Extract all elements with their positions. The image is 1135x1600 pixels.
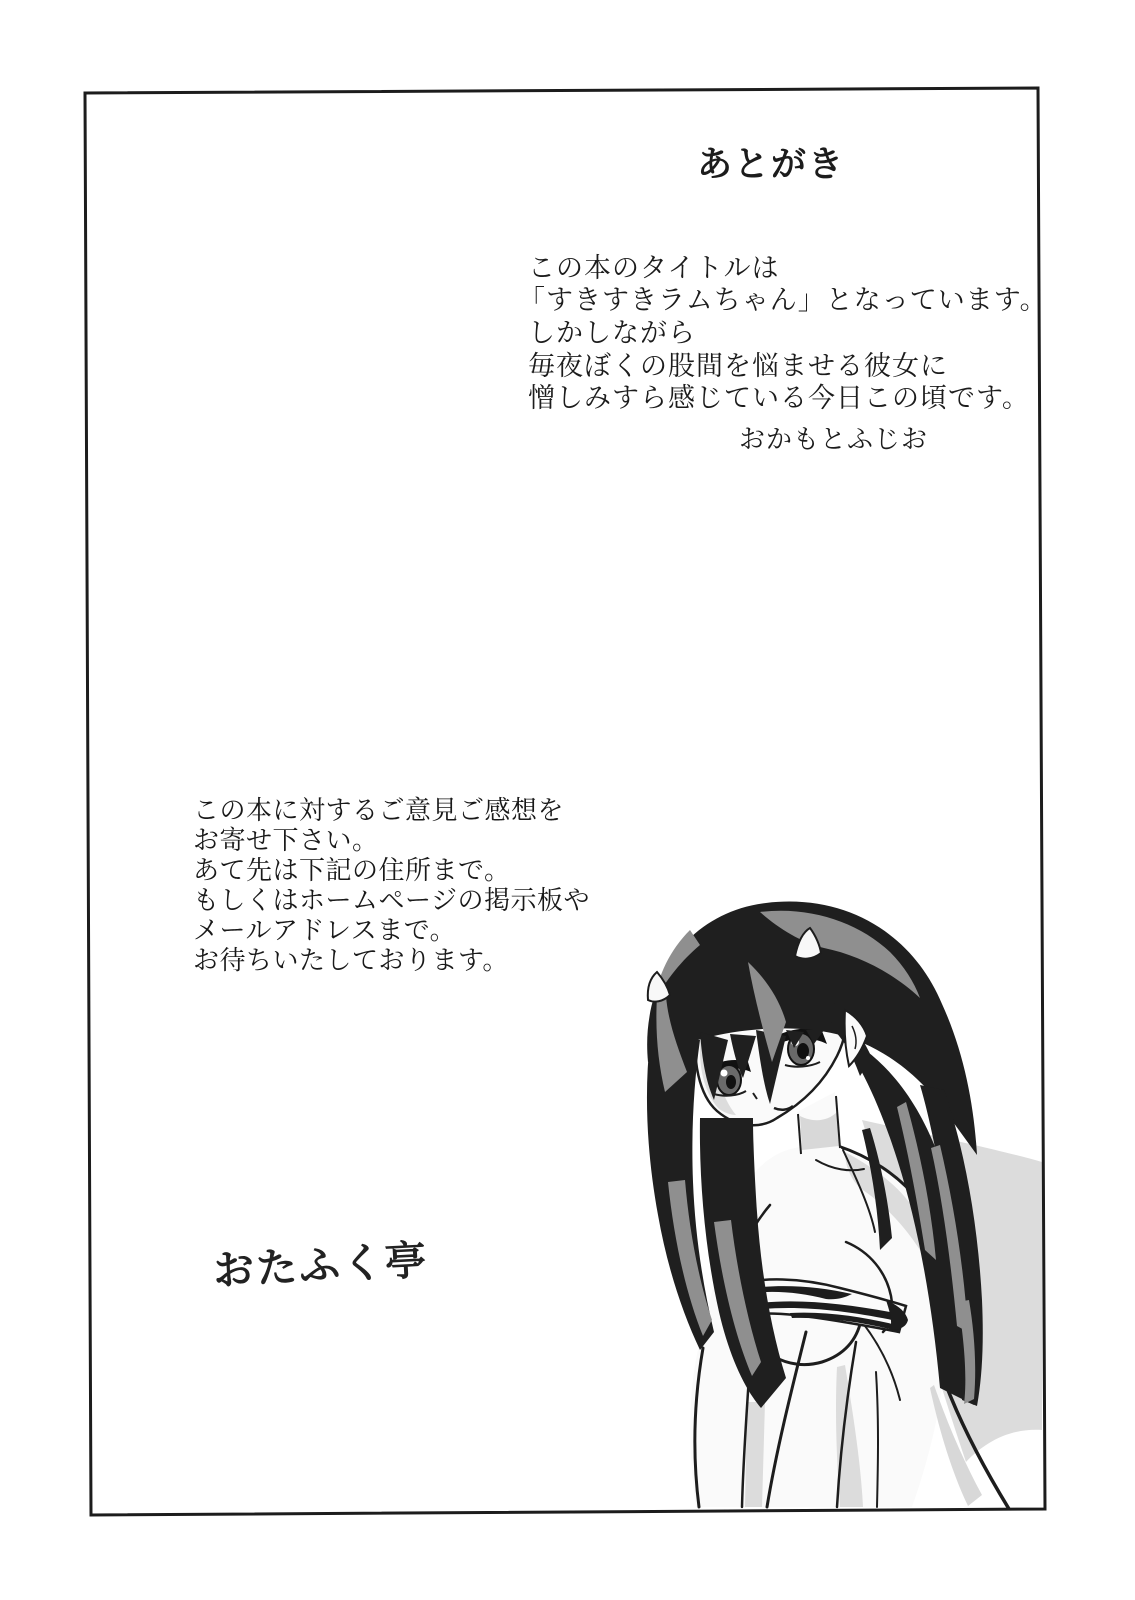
afterword-body-line: 憎しみすら感じている今日この頃です。 <box>528 383 1030 413</box>
afterword-body-line: この本のタイトルは <box>528 253 780 283</box>
afterword-body-line: 毎夜ぼくの股間を悩ませる彼女に <box>528 351 948 381</box>
feedback-line: この本に対するご意見ご感想を <box>193 796 565 825</box>
feedback-line: メールアドレスまで。 <box>193 916 457 945</box>
circle-name: おたふく亭 <box>211 1236 430 1294</box>
afterword-title: あとがき <box>697 145 846 184</box>
feedback-line: お待ちいたしております。 <box>193 946 509 975</box>
afterword-body-line: 「すきすきラムちゃん」となっています。 <box>518 285 1048 315</box>
afterword-body-line: しかしながら <box>528 318 696 348</box>
author-signature: おかもとふじお <box>739 424 929 454</box>
feedback-line: もしくはホームページの掲示板や <box>193 886 590 915</box>
feedback-line: お寄せ下さい。 <box>193 826 379 855</box>
feedback-line: あて先は下記の住所まで。 <box>193 856 511 885</box>
lum-illustration <box>647 902 1042 1509</box>
